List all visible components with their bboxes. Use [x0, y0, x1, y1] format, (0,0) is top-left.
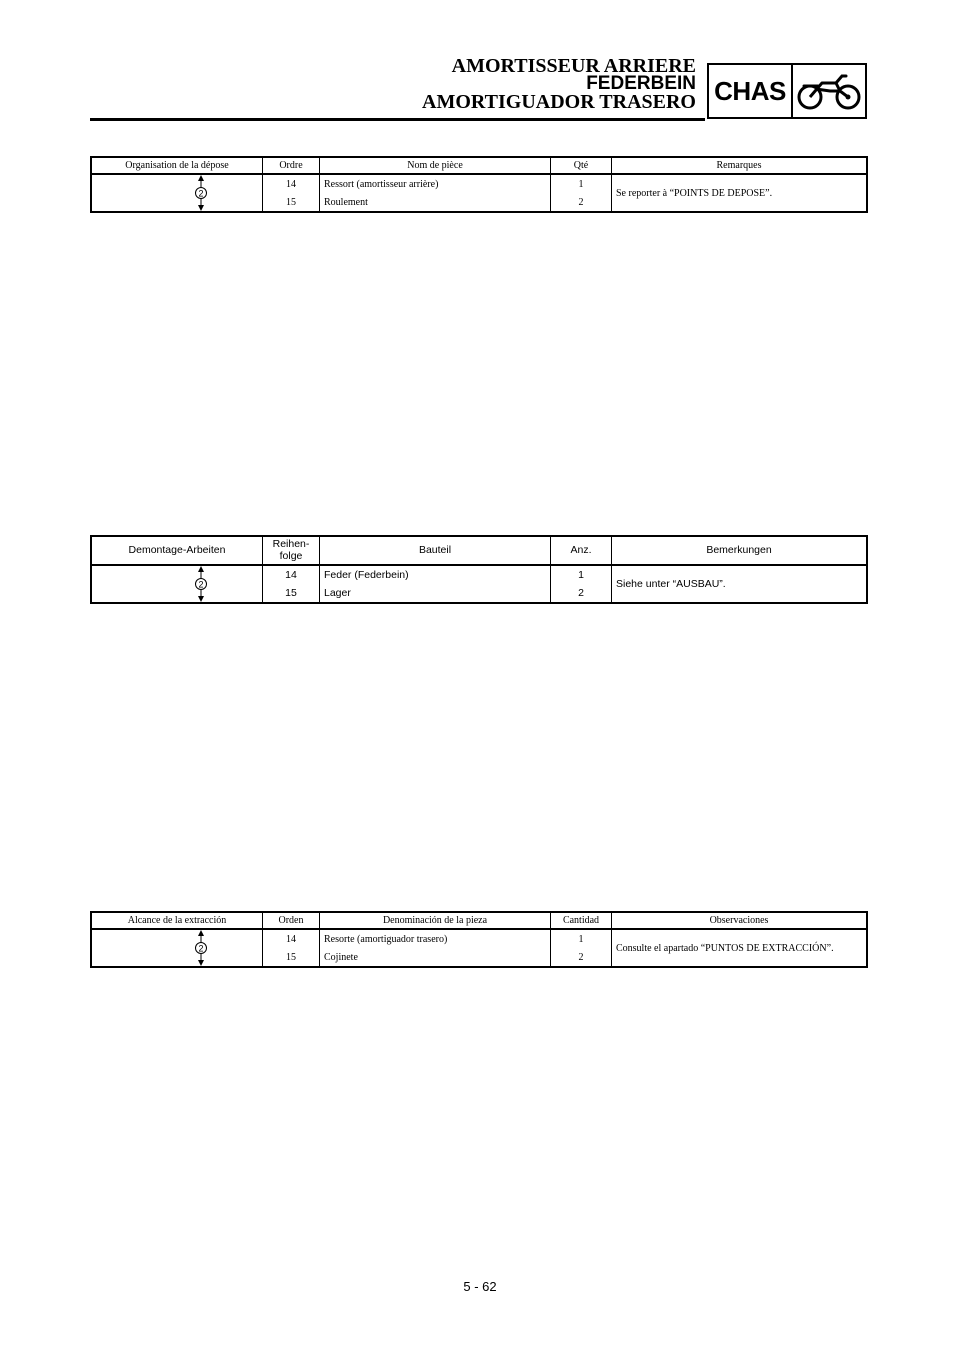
part-name-cell: Cojinete [320, 948, 551, 967]
header-rule [90, 118, 705, 121]
title-french: AMORTISSEUR ARRIERE [451, 55, 696, 77]
order-cell: 15 [263, 948, 320, 967]
group-marker-number: 2 [198, 579, 204, 590]
group-bracket-icon [194, 566, 208, 602]
col-header: Reihen- folge [263, 536, 320, 565]
remark-cell: Consulte el apartado “PUNTOS DE EXTRACCIÓN”. [612, 929, 868, 967]
col-header: Cantidad [551, 912, 612, 929]
order-cell: 14 [263, 929, 320, 948]
col-header: Ordre [263, 157, 320, 174]
col-header: Alcance de la extracción [91, 912, 263, 929]
col-header: Demontage-Arbeiten [91, 536, 263, 565]
order-cell: 15 [263, 584, 320, 603]
part-name-cell: Lager [320, 584, 551, 603]
qty-cell: 1 [551, 565, 612, 584]
table-row [91, 929, 867, 948]
col-header: Orden [263, 912, 320, 929]
group-cell [91, 565, 263, 603]
col-header: Anz. [551, 536, 612, 565]
group-marker-number: 2 [198, 943, 204, 954]
section-badge [707, 63, 867, 119]
order-cell: 14 [263, 565, 320, 584]
motorcycle-icon [793, 65, 865, 117]
part-name-cell: Feder (Federbein) [320, 565, 551, 584]
parts-table-german [90, 535, 868, 604]
col-header: Bauteil [320, 536, 551, 565]
order-cell: 15 [263, 193, 320, 212]
page-number: 5 - 62 [463, 1279, 497, 1294]
col-header: Denominación de la pieza [320, 912, 551, 929]
title-german: FEDERBEIN [586, 73, 696, 94]
title-spanish: AMORTIGUADOR TRASERO [422, 91, 696, 113]
group-bracket-icon [194, 175, 208, 211]
section-badge-label: CHAS [709, 65, 793, 117]
qty-cell: 2 [551, 584, 612, 603]
parts-table-french [90, 156, 868, 213]
order-cell: 14 [263, 174, 320, 193]
qty-cell: 1 [551, 174, 612, 193]
col-header: Observaciones [612, 912, 868, 929]
part-name-cell: Resorte (amortiguador trasero) [320, 929, 551, 948]
table-row [91, 174, 867, 193]
parts-table-spanish [90, 911, 868, 968]
qty-cell: 2 [551, 193, 612, 212]
group-bracket-icon [194, 930, 208, 966]
qty-cell: 1 [551, 929, 612, 948]
group-cell [91, 929, 263, 967]
col-header: Qté [551, 157, 612, 174]
table-row [91, 565, 867, 584]
col-header: Remarques [612, 157, 868, 174]
col-header: Bemerkungen [612, 536, 868, 565]
group-marker-number: 2 [198, 188, 204, 199]
part-name-cell: Ressort (amortisseur arrière) [320, 174, 551, 193]
qty-cell: 2 [551, 948, 612, 967]
part-name-cell: Roulement [320, 193, 551, 212]
col-header: Nom de pièce [320, 157, 551, 174]
remark-cell: Siehe unter “AUSBAU”. [612, 565, 868, 603]
group-cell [91, 174, 263, 212]
col-header: Organisation de la dépose [91, 157, 263, 174]
remark-cell: Se reporter à “POINTS DE DEPOSE”. [612, 174, 868, 212]
